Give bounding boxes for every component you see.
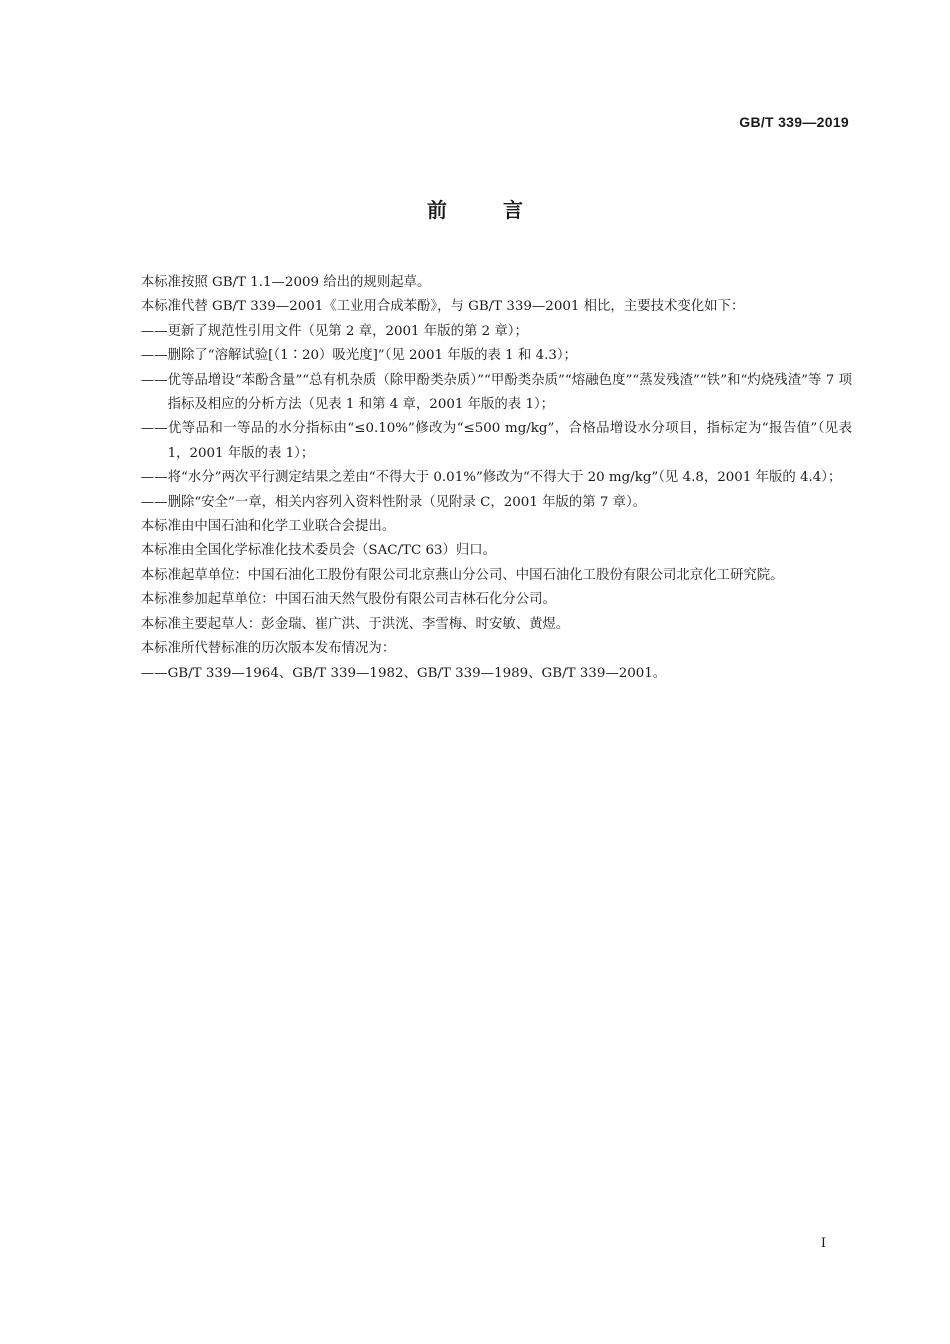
paragraph-drafting-rules: 本标准按照 GB/T 1.1—2009 给出的规则起草。 (140, 275, 431, 290)
paragraph-participating-units: 本标准参加起草单位：中国石油天然气股份有限公司吉林石化分公司。 (140, 592, 556, 608)
paragraph-committee: 本标准由全国化学标准化技术委员会（SAC/TC 63）归口。 (140, 543, 497, 559)
change-item: ——将“水分”两次平行测定结果之差由“不得大于 0.01%”修改为“不得大于 20 mg/kg”（见 4.8，2001 年版的 4.4）； (140, 470, 842, 486)
change-item: ——更新了规范性引用文件（见第 2 章，2001 年版的第 2 章）； (140, 323, 528, 339)
change-item: ——删除“安全”一章，相关内容列入资料性附录（见附录 C，2001 年版的第 7 章）。 (140, 494, 647, 510)
standard-number: GB/T 339—2019 (739, 114, 849, 130)
document-body (114, 271, 852, 686)
paragraph-drafters: 本标准主要起草人：彭金瑞、崔广洪、于洪洸、李雪梅、时安敏、黄煜。 (140, 616, 570, 632)
paragraph-replacement: 本标准代替 GB/T 339—2001《工业用合成苯酚》，与 GB/T 339—2001 相比，主要技术变化如下： (140, 299, 745, 315)
page-title: 前言 (427, 198, 579, 222)
change-item: ——优等品增设“苯酚含量”“总有机杂质（除甲酚类杂质）”“甲酚类杂质”“熔融色度”“蒸发残渣”“铁”和“灼烧残渣”等 7 项指标及相应的分析方法（见表 1 和第 4 章，2001 年版的表 1）； (140, 372, 852, 413)
history-item: ——GB/T 339—1964、GB/T 339—1982、GB/T 339—1989、GB/T 339—2001。 (140, 665, 667, 681)
paragraph-drafting-units: 本标准起草单位：中国石油化工股份有限公司北京燕山分公司、中国石油化工股份有限公司北京化工研究院。 (140, 567, 784, 583)
paragraph-proposer: 本标准由中国石油和化学工业联合会提出。 (140, 519, 396, 535)
change-item: ——删除了“溶解试验[（1∶20）吸光度]”（见 2001 年版的表 1 和 4.3）； (140, 348, 577, 364)
page-number: I (820, 1236, 826, 1251)
change-item: ——优等品和一等品的水分指标由“≤0.10%”修改为“≤500 mg/kg”，合格品增设水分项目，指标定为“报告值”（见表 1，2001 年版的表 1）； (140, 421, 852, 461)
paragraph-history-intro: 本标准所代替标准的历次版本发布情况为： (140, 641, 396, 657)
